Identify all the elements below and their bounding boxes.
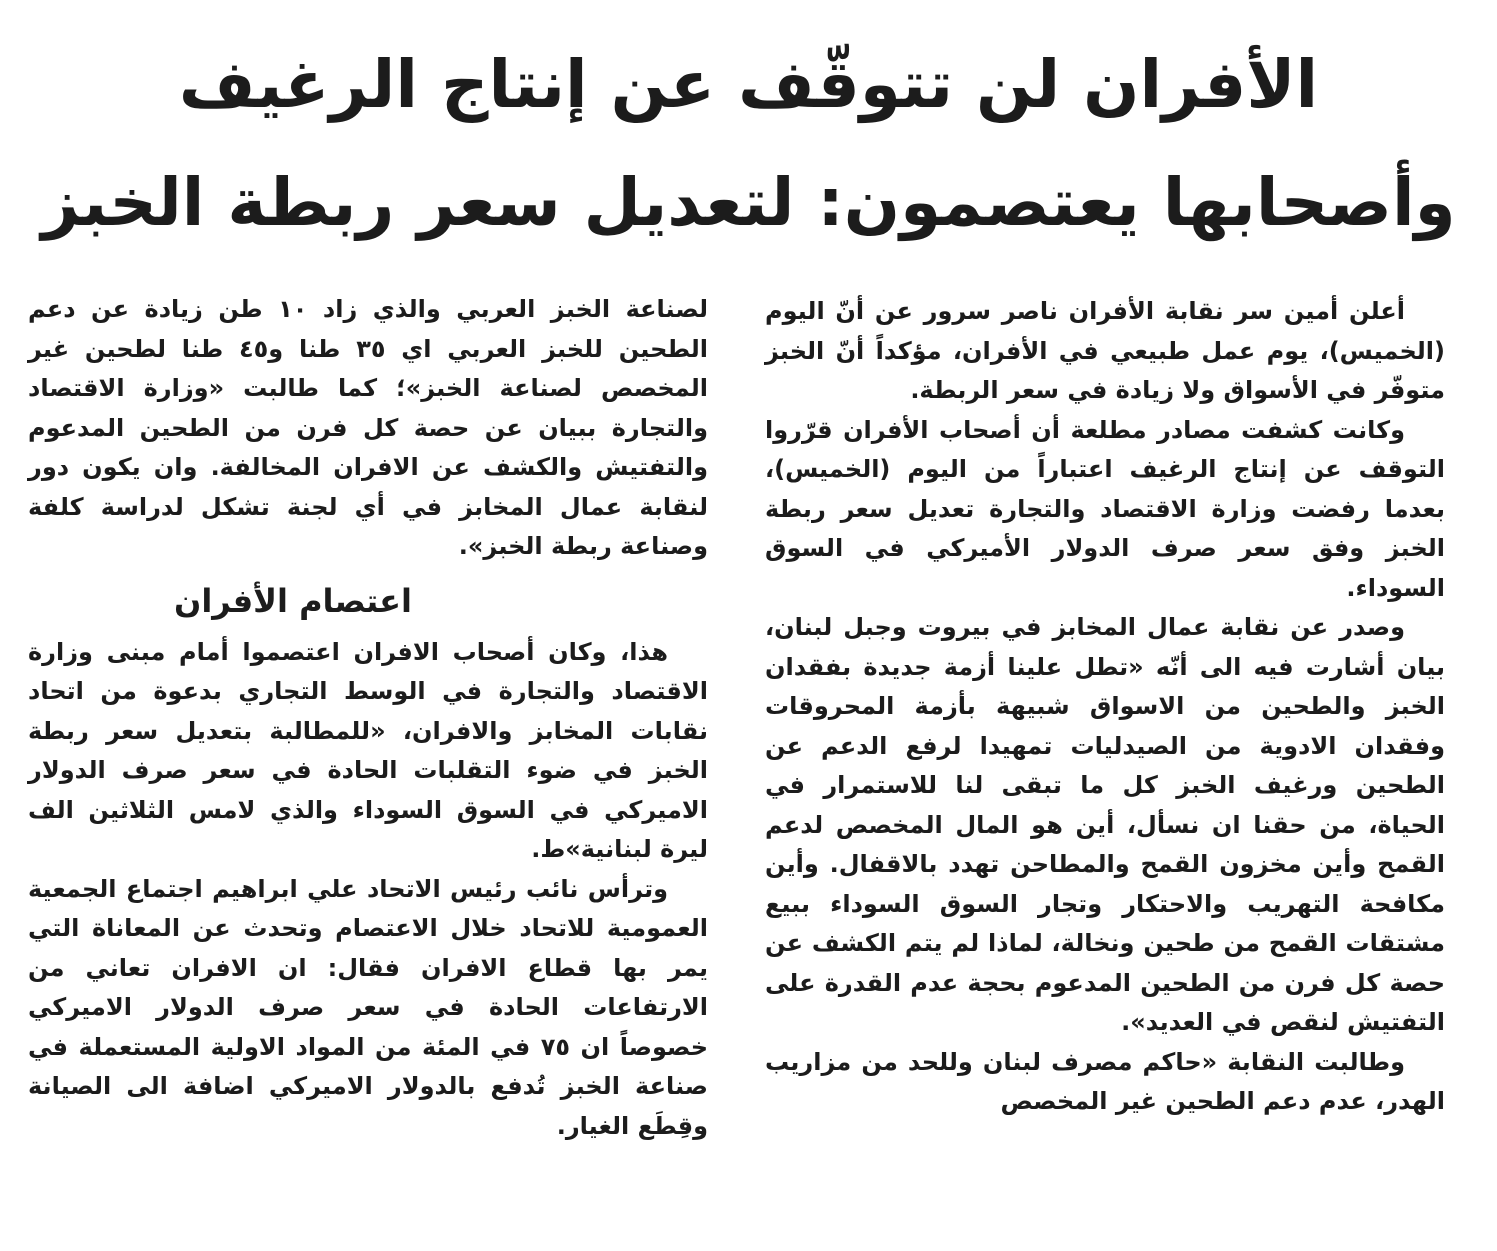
article-column-right [765,292,1445,1122]
headline-line-2: وأصحابها يعتصمون: لتعديل سعر ربطة الخبز [41,164,1456,241]
article-paragraph: أعلن أمين سر نقابة الأفران ناصر سرور عن أنّ اليوم (الخميس)، يوم عمل طبيعي في الأفران، مؤكداً أنّ الخبز متوفّر في الأسواق ولا زيادة في سعر الربطة. [765,297,1445,404]
section-subheading: اعتصام الأفران [174,581,412,620]
article-paragraph: وصدر عن نقابة عمال المخابز في بيروت وجبل لبنان، بيان أشارت فيه الى أنّه «تطل علينا أزمة جديدة بفقدان الخبز والطحين من الاسواق شبيهة بأزمة المحروقات وفقدان الادوية من الصيدليات تمهيدا لرفع الدعم عن الطحين ورغيف الخبز كل ما تبقى لنا للاستمرار في الحياة، من حقنا ان نسأل، أين هو المال المخصص لدعم القمح وأين مخزون القمح والمطاحن تهدد بالاقفال. وأين مكافحة التهريب والاحتكار وتجار السوق السوداء ببيع مشتقات القمح من طحين ونخالة، لماذا لم يتم الكشف عن حصة كل فرن من الطحين المدعوم بحجة عدم القدرة على التفتيش لنقص في العديد». [765,613,1445,1036]
article-column-left [28,290,708,1146]
headline-line-1: الأفران لن تتوقّف عن إنتاج الرغيف [178,46,1319,123]
article-paragraph: لصناعة الخبز العربي والذي زاد ١٠ طن زيادة عن دعم الطحين للخبز العربي اي ٣٥ طنا و٤٥ طنا لطحين غير المخصص لصناعة الخبز»؛ كما طالبت «وزارة الاقتصاد والتجارة ببيان عن حصة كل فرن من الطحين المدعوم والتفتيش والكشف عن الافران المخالفة. وان يكون دور لنقابة عمال المخابز في أي لجنة تشكل لدراسة كلفة وصناعة ربطة الخبز». [28,295,708,560]
article-paragraph: وطالبت النقابة «حاكم مصرف لبنان وللحد من مزاريب الهدر، عدم دعم الطحين غير المخصص [765,1047,1445,1115]
article-paragraph: وترأس نائب رئيس الاتحاد علي ابراهيم اجتماع الجمعية العمومية للاتحاد خلال الاعتصام وتحدث عن المعاناة التي يمر بها قطاع الافران فقال: ان الافران تعاني من الارتفاعات الحادة في سعر صرف الدولار الاميركي خصوصاً ان ٧٥ في المئة من المواد الاولية المستعملة في صناعة الخبز تُدفع بالدولار الاميركي اضافة الى الصيانة وقِطَع الغيار. [28,874,708,1140]
article-paragraph: وكانت كشفت مصادر مطلعة أن أصحاب الأفران قرّروا التوقف عن إنتاج الرغيف اعتباراً من اليوم (الخميس)، بعدما رفضت وزارة الاقتصاد والتجارة تعديل سعر ربطة الخبز وفق سعر صرف الدولار الأميركي في السوق السوداء. [765,415,1445,602]
article-paragraph: هذا، وكان أصحاب الافران اعتصموا أمام مبنى وزارة الاقتصاد والتجارة في الوسط التجاري بدعوة من اتحاد نقابات المخابز والافران، «للمطالبة بتعديل سعر ربطة الخبز في ضوء التقلبات الحادة في سعر صرف الدولار الاميركي في السوق السوداء والذي لامس الثلاثين الف ليرة لبنانية»ط. [28,637,708,863]
